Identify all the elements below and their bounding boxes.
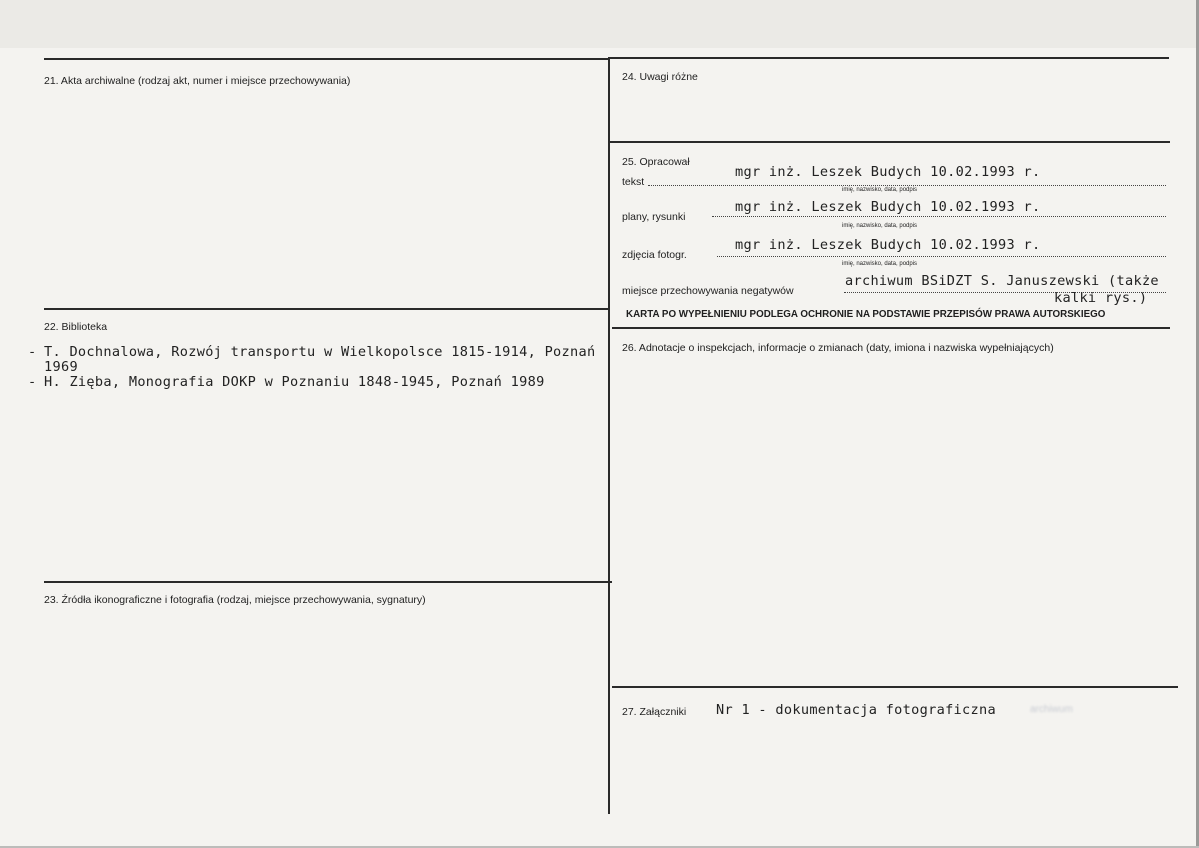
author-text-value: mgr inż. Leszek Budych 10.02.1993 r.	[735, 164, 1041, 180]
bibliography-entry-2: H. Zięba, Monografia DOKP w Poznaniu 1848-1945, Poznań 1989	[44, 374, 545, 390]
section-22-label: 22. Biblioteka	[44, 321, 108, 333]
section-26-label: 26. Adnotacje o inspekcjach, informacje o zmianach (daty, imiona i nazwiska wypełniających)	[622, 342, 1054, 354]
author-text-label: tekst	[622, 176, 645, 188]
faded-stamp-text: archiwum	[1030, 704, 1073, 715]
author-text-hint: imię, nazwisko, data, podpis	[842, 187, 918, 193]
bibliography-bullet-2: -	[28, 374, 37, 390]
center-divider	[608, 58, 610, 814]
section-24-label: 24. Uwagi różne	[622, 71, 698, 83]
author-plans-line	[712, 216, 1166, 217]
top-rule-left	[44, 58, 610, 60]
author-plans-label: plany, rysunki	[622, 211, 686, 223]
rule-22-23	[44, 581, 612, 583]
copyright-notice: KARTA PO WYPEŁNIENIU PODLEGA OCHRONIE NA PODSTAWIE PRZEPISÓW PRAWA AUTORSKIEGO	[626, 309, 1106, 320]
top-rule-right	[608, 57, 1169, 59]
scan-top-band	[0, 0, 1199, 48]
negatives-location-value-line2: kalki rys.)	[1054, 290, 1148, 306]
rule-26-27	[612, 686, 1178, 688]
bibliography-entry-1-continuation: 1969	[44, 359, 78, 375]
author-plans-value: mgr inż. Leszek Budych 10.02.1993 r.	[735, 199, 1041, 215]
negatives-location-value-line1: archiwum BSiDZT S. Januszewski (także	[845, 273, 1159, 289]
author-plans-hint: imię, nazwisko, data, podpis	[842, 223, 918, 229]
author-photos-label: zdjęcia fotogr.	[622, 249, 687, 261]
section-21-label: 21. Akta archiwalne (rodzaj akt, numer i miejsce przechowywania)	[44, 75, 351, 87]
section-23-label: 23. Źródła ikonograficzne i fotografia (rodzaj, miejsce przechowywania, sygnatury)	[44, 594, 426, 606]
section-25-label: 25. Opracował	[622, 156, 690, 168]
author-photos-value: mgr inż. Leszek Budych 10.02.1993 r.	[735, 237, 1041, 253]
rule-24-25	[608, 141, 1170, 143]
negatives-location-label: miejsce przechowywania negatywów	[622, 285, 794, 297]
author-text-line	[648, 185, 1166, 186]
bibliography-bullet-1: -	[28, 344, 37, 360]
bibliography-entry-1: T. Dochnalowa, Rozwój transportu w Wielkopolsce 1815-1914, Poznań	[44, 344, 596, 360]
section-27-label: 27. Załączniki	[622, 706, 687, 718]
author-photos-hint: imię, nazwisko, data, podpis	[842, 261, 918, 267]
attachments-value: Nr 1 - dokumentacja fotograficzna	[716, 702, 996, 718]
author-photos-line	[717, 256, 1166, 257]
rule-25-26	[612, 327, 1170, 329]
rule-21-22	[44, 308, 610, 310]
